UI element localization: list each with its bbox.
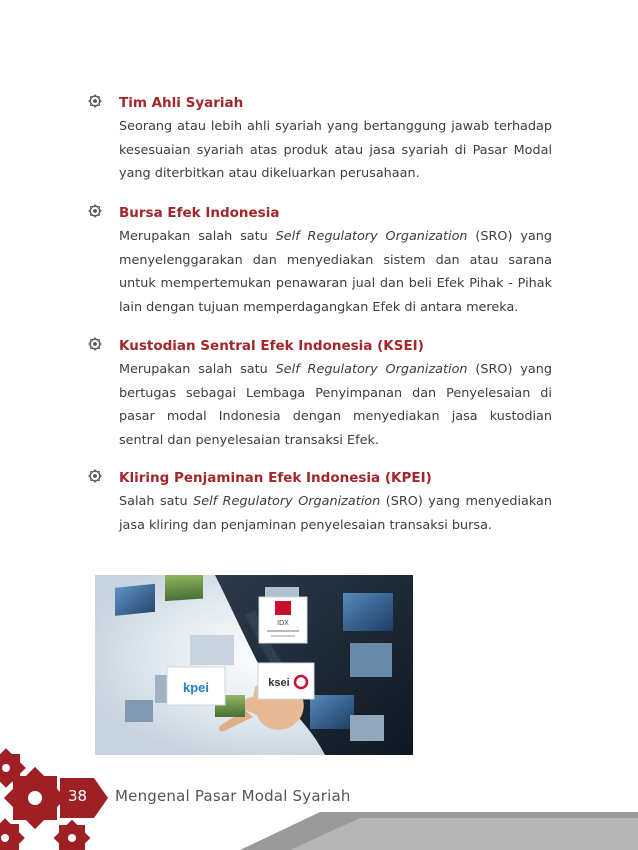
entry-tim-ahli-syariah (88, 92, 552, 186)
entry-body: Seorang atau lebih ahli syariah yang bertanggung jawab terhadap kesesuaian syariah atas produk atau jasa syariah di Pasar Modal yang diterbitkan atau dikeluarkan perusahaan. (119, 119, 552, 182)
kpei-logo-card (167, 667, 225, 705)
entry-title: Bursa Efek Indonesia (119, 205, 280, 221)
star-bullet-icon (88, 204, 102, 218)
entry-kpei (88, 467, 552, 537)
entry-title: Kliring Penjaminan Efek Indonesia (KPEI) (119, 470, 432, 486)
business-hand-graphic (95, 575, 413, 755)
svg-text:ksei: ksei (268, 677, 290, 689)
page-number: 38 (68, 787, 88, 805)
svg-text:kpei: kpei (182, 680, 210, 695)
svg-text:IDX: IDX (277, 620, 289, 627)
star-bullet-icon (88, 94, 102, 108)
star-bullet-icon (88, 337, 102, 351)
entry-ksei (88, 335, 552, 452)
footer-title: Mengenal Pasar Modal Syariah (115, 787, 351, 805)
entry-body: Merupakan salah satu Self Regulatory Organization (SRO) yang bertugas sebagai Lembaga Penyimpanan dan Penyelesaian di pasar modal Indonesia dengan menyediakan jasa kustodian sentral dan penyelesaian transaksi Efek. (119, 362, 552, 448)
idx-logo-card (259, 597, 307, 643)
entry-bursa-efek-indonesia (88, 202, 552, 319)
entry-body: Salah satu Self Regulatory Organization (SRO) yang menyediakan jasa kliring dan penjaminan penyelesaian transaksi bursa. (119, 494, 552, 533)
ksei-logo-card (258, 663, 314, 699)
entry-title: Kustodian Sentral Efek Indonesia (KSEI) (119, 338, 424, 354)
entry-title: Tim Ahli Syariah (119, 95, 244, 111)
entry-body: Merupakan salah satu Self Regulatory Organization (SRO) yang menyelenggarakan dan menyediakan sistem dan atau sarana untuk mempertemukan penawaran jual dan beli Efek Pihak - Pihak lain dengan tujuan memperdagangkan Efek di antara mereka. (119, 229, 552, 315)
illustration-photo (95, 575, 413, 755)
star-bullet-icon (88, 469, 102, 483)
